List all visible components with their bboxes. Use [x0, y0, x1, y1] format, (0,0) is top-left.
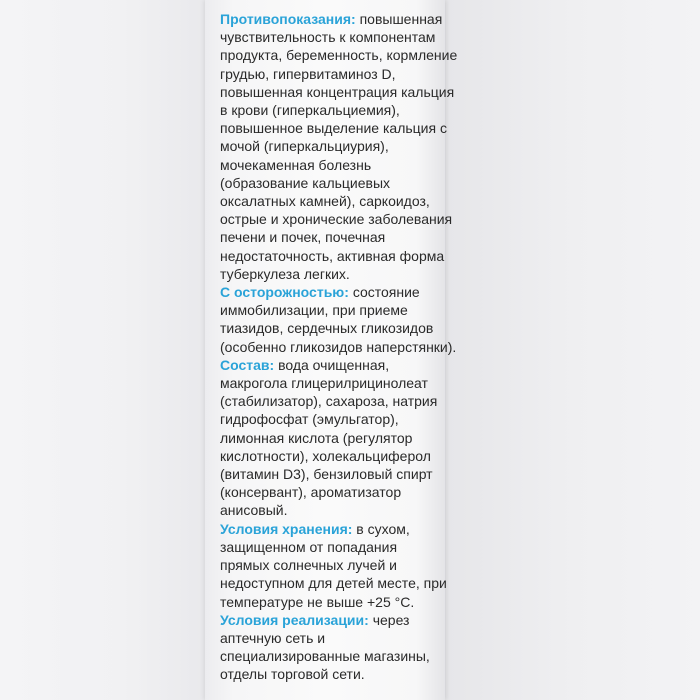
section-label: Условия реализации: [220, 611, 369, 628]
section-text: повышенная [359, 11, 443, 27]
section-text-line: повышенная концентрация кальция [220, 83, 455, 100]
background-right [445, 0, 700, 700]
section-first-line [220, 10, 460, 28]
section-label: Состав: [220, 356, 275, 373]
section-text-line: температуре не выше +25 °С. [220, 593, 415, 610]
section-text: состояние [352, 284, 420, 301]
section-text-line: аптечную сеть и [220, 629, 326, 646]
section-text-line: недостаточность, активная форма [220, 247, 445, 264]
section-label: Противопоказания: [220, 11, 356, 27]
section-text-line: мочой (гиперкальциурия), [220, 138, 389, 155]
section-text-line: отделы торговой сети. [220, 666, 365, 683]
section-text-line: (особенно гликозидов наперстянки). [220, 338, 457, 355]
section-text-line: мочекаменная болезнь [220, 156, 372, 173]
section-first-line [220, 283, 460, 301]
section-label: Условия хранения: [220, 520, 353, 537]
section-text-line: тиазидов, сердечных гликозидов [220, 320, 434, 337]
section-first-line [220, 520, 460, 538]
section-text-line: чувствительность к компонентам [220, 29, 436, 46]
section-first-line [220, 356, 460, 374]
section-first-line [220, 611, 460, 629]
section-text-line: оксалатных камней), саркоидоз, [220, 193, 430, 210]
section-label: С осторожностью: [220, 284, 349, 301]
section-text-line: макрогола глицерилрицинолеат [220, 375, 428, 392]
section-text-line: кислотности), холекальциферол [220, 447, 431, 464]
section-text-line: иммобилизации, при приеме [220, 302, 408, 319]
section-text-line: повышенное выделение кальция с [220, 120, 447, 137]
section-text: вода очищенная, [278, 356, 390, 373]
background-left [0, 0, 205, 700]
section-text-line: специализированные магазины, [220, 648, 430, 665]
storage-conditions-section [220, 520, 460, 611]
section-text-line: туберкулеза легких. [220, 265, 350, 282]
section-text-line: анисовый. [220, 502, 288, 519]
section-text-line: гидрофосфат (эмульгатор), [220, 411, 399, 428]
section-text: в сухом, [356, 520, 410, 537]
section-text-line: недоступном для детей месте, при [220, 575, 447, 592]
section-text-line: прямых солнечных лучей и [220, 557, 397, 574]
section-text-line: лимонная кислота (регулятор [220, 429, 413, 446]
section-text-line: продукта, беременность, кормление [220, 47, 458, 64]
section-text-line: в крови (гиперкальциемия), [220, 102, 400, 119]
section-text-line: (стабилизатор), сахароза, натрия [220, 393, 438, 410]
package-text-block [220, 10, 460, 684]
section-text-line: острые и хронические заболевания [220, 211, 453, 228]
section-text-line: (образование кальциевых [220, 174, 391, 191]
contraindications-section [220, 10, 460, 283]
section-text-line: (витамин D3), бензиловый спирт [220, 466, 433, 483]
section-text-line: грудью, гипервитаминоз D, [220, 65, 396, 82]
section-text-line: (консервант), ароматизатор [220, 484, 402, 501]
composition-section [220, 356, 460, 520]
section-text: через [372, 611, 410, 628]
caution-section [220, 283, 460, 356]
sale-conditions-section [220, 611, 460, 684]
section-text-line: защищенном от попадания [220, 538, 398, 555]
section-text-line: печени и почек, почечная [220, 229, 386, 246]
